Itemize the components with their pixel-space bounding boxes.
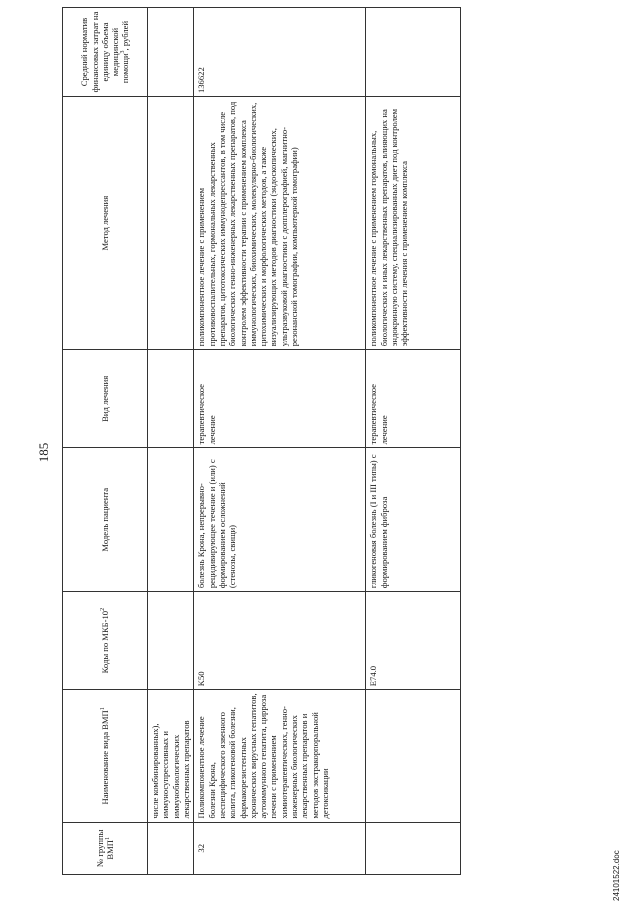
table-row [148, 8, 194, 875]
header-treatment-method: Метод лечения [63, 97, 148, 350]
vmp-table [62, 7, 461, 875]
cell-code: K50 [194, 592, 366, 690]
cell-method: поликомпонентное лечение с применением противовоспалительных, гормональных лекарственных препаратов, цитотоксических иммунодепрессантов, в том числе биологических генно-инженерных лекарственных препаратов, под контролем эффективности терапии с применением комплекса иммунологических, биохимических, молекулярно-биологических, цитохимических и морфологических методов, а также визуализирующих методов диагностики (эндоскопических, ультразвуковой диагностики с допплерографией, магнитно-резонансной томографии, компьютерной томографии) [194, 97, 366, 350]
table-row [194, 8, 366, 875]
cell-method [148, 97, 194, 350]
cell-type [148, 350, 194, 448]
cell-model: болезнь Крона, непрерывно-рецидивирующее течение и (или) с формированием осложнений (стенозы, свищи) [194, 448, 366, 592]
doc-filename: 24101522.doc [612, 850, 621, 901]
cell-name [366, 690, 461, 822]
cell-code: E74.0 [366, 592, 461, 690]
cell-code [148, 592, 194, 690]
cell-cost [366, 8, 461, 97]
header-patient-model: Модель пациента [63, 448, 148, 592]
cell-model: гликогеновая болезнь (I и III типы) с формированием фиброза [366, 448, 461, 592]
cell-model [148, 448, 194, 592]
header-mkb-codes: Коды по МКБ-$10^2$ [63, 592, 148, 690]
cell-group [366, 822, 461, 874]
cell-cost: 136622 [194, 8, 366, 97]
page-number: 185 [36, 442, 51, 463]
table-header-row [63, 8, 148, 875]
cell-type: терапевтическое лечение [366, 350, 461, 448]
cell-group [148, 822, 194, 874]
cell-group: 32 [194, 822, 366, 874]
cell-name: Поликомпонентное лечение болезни Крона, неспецифического язвенного колита, гликогеновой болезни, фармакорезистентных хронических вирусных гепатитов, аутоиммунного гепатита, цирроза печени с применением химиотерапевтических, генно-инженерных биологических лекарственных препаратов и методов экстракорпоральной детоксикации [194, 690, 366, 822]
cell-method: поликомпонентное лечение с применением гормональных, биологических и иных лекарственных препаратов, влияющих на эндокринную систему, специализированных диет под контролем эффективности лечения с применением комплекса [366, 97, 461, 350]
header-group-no: № группы ВМП$^1$ [63, 822, 148, 874]
table-row [366, 8, 461, 875]
header-treatment-type: Вид лечения [63, 350, 148, 448]
header-avg-cost: Средний норматив финансовых затрат на единицу объема медицинской помощи$^3$, рублей [63, 8, 148, 97]
cell-cost [148, 8, 194, 97]
header-vmp-name: Наименование вида ВМП$^1$ [63, 690, 148, 822]
cell-name: числе комбинированных), иммуносупрессивных и иммунобиологических лекарственных препаратов [148, 690, 194, 822]
cell-type: терапевтическое лечение [194, 350, 366, 448]
